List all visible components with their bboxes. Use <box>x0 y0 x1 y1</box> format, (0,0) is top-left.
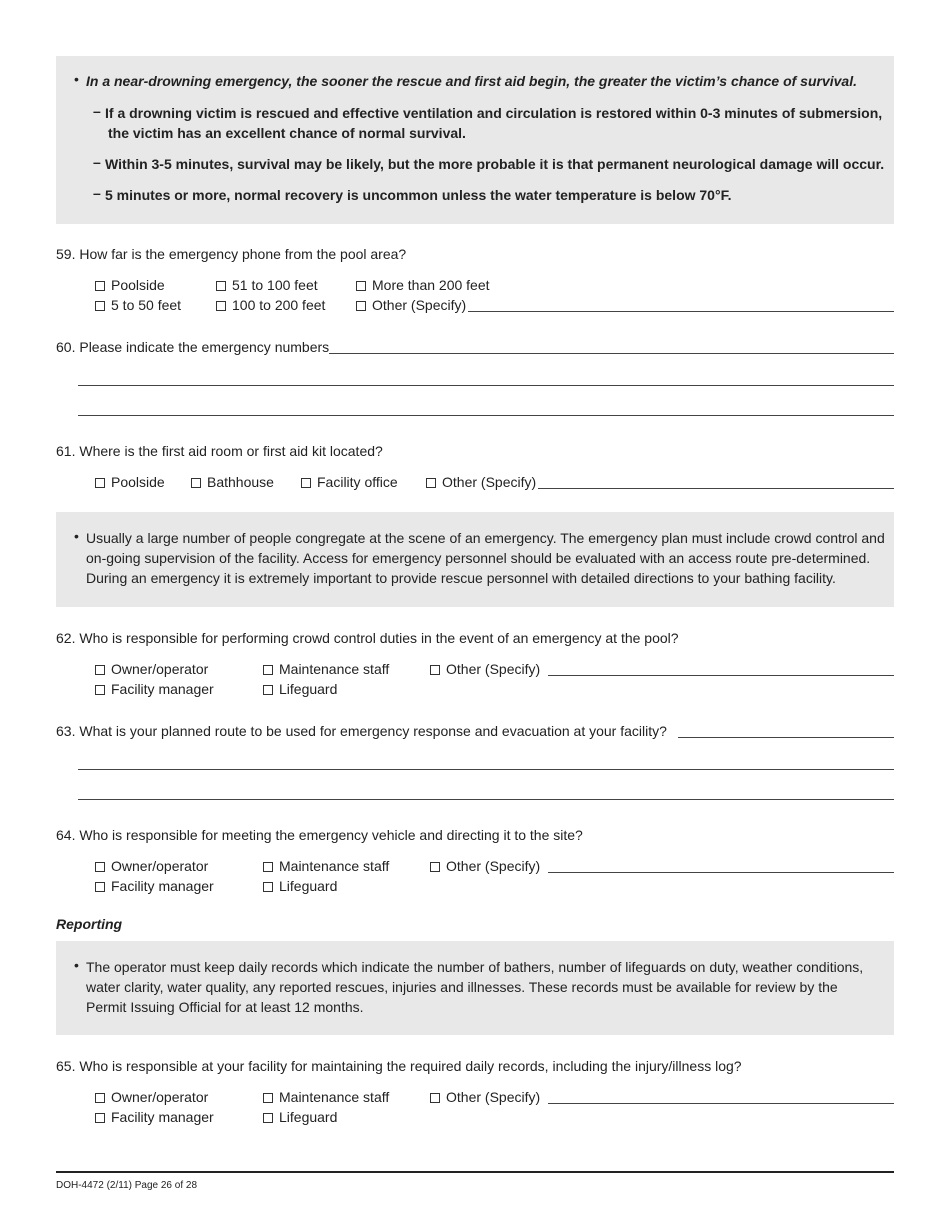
near-drowning-lead: In a near-drowning emergency, the sooner the rescue and first aid begin, the greater the victim’s chance of survival. <box>86 73 857 89</box>
checkbox[interactable] <box>95 301 105 311</box>
checkbox[interactable] <box>356 281 366 291</box>
checkbox[interactable] <box>95 685 105 695</box>
page-footer: DOH-4472 (2/11) Page 26 of 28 <box>56 1180 198 1191</box>
q61-option-poolside[interactable]: Poolside <box>95 473 165 491</box>
q63-answer-line-2[interactable] <box>78 769 894 770</box>
crowd-control-note-box <box>56 512 894 607</box>
crowd-note-line1: Usually a large number of people congregate at the scene of an emergency. The emergency plan must include crowd control and <box>86 530 885 546</box>
checkbox[interactable] <box>95 665 105 675</box>
q61-option-bathhouse[interactable]: Bathhouse <box>191 473 274 491</box>
checkbox[interactable] <box>95 478 105 488</box>
q65-other-field[interactable] <box>548 1103 894 1104</box>
q64-option-other[interactable]: Other (Specify) <box>430 857 540 875</box>
q62-option-facility-manager[interactable]: Facility manager <box>95 680 214 698</box>
question-61: 61. Where is the first aid room or first aid kit located? <box>56 443 383 459</box>
q65-option-maintenance-staff[interactable]: Maintenance staff <box>263 1088 389 1106</box>
q59-option-5-50[interactable]: 5 to 50 feet <box>95 296 181 314</box>
dash-icon: – <box>93 185 101 201</box>
reporting-line2: water clarity, water quality, any reported rescues, injuries and illnesses. These records must be available for review by the <box>86 979 838 995</box>
q59-option-other[interactable]: Other (Specify) <box>356 296 466 314</box>
bullet-icon: • <box>74 71 79 87</box>
q62-option-owner-operator[interactable]: Owner/operator <box>95 660 208 678</box>
question-62: 62. Who is responsible for performing crowd control duties in the event of an emergency at the pool? <box>56 630 679 646</box>
q65-option-other[interactable]: Other (Specify) <box>430 1088 540 1106</box>
near-drowning-point1-line1: If a drowning victim is rescued and effective ventilation and circulation is restored within 0-3 minutes of submersion, <box>105 105 883 121</box>
crowd-note-line2: on-going supervision of the facility. Access for emergency personnel should be evaluated with an access route pre-determined. <box>86 550 871 566</box>
reporting-line1: The operator must keep daily records which indicate the number of bathers, number of lifeguards on duty, weather conditions, <box>86 959 864 975</box>
checkbox[interactable] <box>95 862 105 872</box>
checkbox[interactable] <box>430 1093 440 1103</box>
bullet-icon: • <box>74 528 79 544</box>
checkbox[interactable] <box>95 281 105 291</box>
q60-answer-line-2[interactable] <box>78 385 894 386</box>
question-60: 60. Please indicate the emergency numbers <box>56 339 330 355</box>
q59-option-poolside[interactable]: Poolside <box>95 276 165 294</box>
q64-other-field[interactable] <box>548 872 894 873</box>
checkbox[interactable] <box>191 478 201 488</box>
q65-option-owner-operator[interactable]: Owner/operator <box>95 1088 208 1106</box>
checkbox[interactable] <box>95 1093 105 1103</box>
question-59: 59. How far is the emergency phone from the pool area? <box>56 246 407 262</box>
checkbox[interactable] <box>263 685 273 695</box>
q64-option-facility-manager[interactable]: Facility manager <box>95 877 214 895</box>
q61-option-other[interactable]: Other (Specify) <box>426 473 536 491</box>
q62-other-field[interactable] <box>548 675 894 676</box>
q60-answer-line-3[interactable] <box>78 415 894 416</box>
checkbox[interactable] <box>301 478 311 488</box>
checkbox[interactable] <box>216 281 226 291</box>
near-drowning-point2: Within 3-5 minutes, survival may be likely, but the more probable it is that permanent neurological damage will occur. <box>105 156 885 172</box>
checkbox[interactable] <box>95 1113 105 1123</box>
checkbox[interactable] <box>263 1113 273 1123</box>
checkbox[interactable] <box>263 882 273 892</box>
checkbox[interactable] <box>430 665 440 675</box>
q63-answer-line-3[interactable] <box>78 799 894 800</box>
q59-other-field[interactable] <box>468 311 894 312</box>
reporting-line3: Permit Issuing Official for at least 12 months. <box>86 999 364 1015</box>
q65-option-lifeguard[interactable]: Lifeguard <box>263 1108 337 1126</box>
question-65: 65. Who is responsible at your facility for maintaining the required daily records, including the injury/illness log? <box>56 1058 742 1074</box>
dash-icon: – <box>93 103 101 119</box>
q64-option-lifeguard[interactable]: Lifeguard <box>263 877 337 895</box>
checkbox[interactable] <box>263 665 273 675</box>
checkbox[interactable] <box>263 1093 273 1103</box>
q59-option-51-100[interactable]: 51 to 100 feet <box>216 276 318 294</box>
near-drowning-box <box>56 56 894 224</box>
checkbox[interactable] <box>95 882 105 892</box>
near-drowning-point3: 5 minutes or more, normal recovery is uncommon unless the water temperature is below 70°F. <box>105 187 732 203</box>
q65-option-facility-manager[interactable]: Facility manager <box>95 1108 214 1126</box>
checkbox[interactable] <box>216 301 226 311</box>
question-63: 63. What is your planned route to be used for emergency response and evacuation at your facility? <box>56 723 667 739</box>
near-drowning-point1-line2: the victim has an excellent chance of normal survival. <box>108 125 466 141</box>
q59-option-100-200[interactable]: 100 to 200 feet <box>216 296 325 314</box>
q61-other-field[interactable] <box>538 488 894 489</box>
reporting-note-box <box>56 941 894 1035</box>
q59-option-more-200[interactable]: More than 200 feet <box>356 276 490 294</box>
checkbox[interactable] <box>430 862 440 872</box>
q62-option-maintenance-staff[interactable]: Maintenance staff <box>263 660 389 678</box>
q64-option-owner-operator[interactable]: Owner/operator <box>95 857 208 875</box>
q63-answer-line-1[interactable] <box>678 737 894 738</box>
reporting-heading: Reporting <box>56 916 123 932</box>
crowd-note-line3: During an emergency it is extremely important to provide rescue personnel with detailed directions to your bathing facility. <box>86 570 836 586</box>
footer-rule <box>56 1171 894 1173</box>
question-64: 64. Who is responsible for meeting the emergency vehicle and directing it to the site? <box>56 827 583 843</box>
checkbox[interactable] <box>356 301 366 311</box>
q64-option-maintenance-staff[interactable]: Maintenance staff <box>263 857 389 875</box>
checkbox[interactable] <box>426 478 436 488</box>
checkbox[interactable] <box>263 862 273 872</box>
q61-option-facility-office[interactable]: Facility office <box>301 473 398 491</box>
q62-option-lifeguard[interactable]: Lifeguard <box>263 680 337 698</box>
q60-answer-line-1[interactable] <box>329 353 894 354</box>
q62-option-other[interactable]: Other (Specify) <box>430 660 540 678</box>
dash-icon: – <box>93 154 101 170</box>
bullet-icon: • <box>74 957 79 973</box>
